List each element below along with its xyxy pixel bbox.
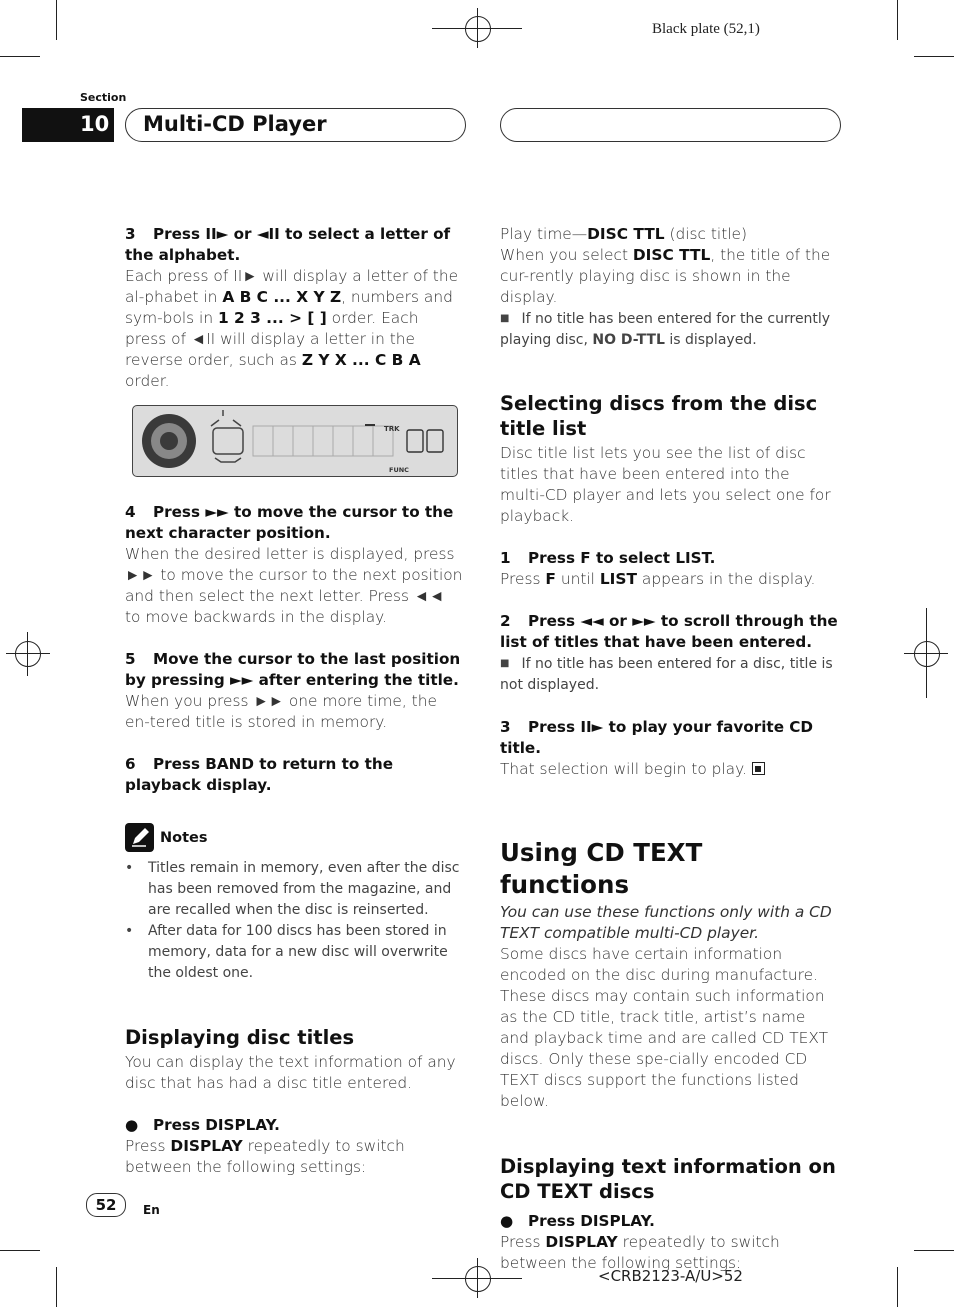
play-pause-icon: II► — [205, 225, 229, 243]
bullet-dot-icon: ● — [500, 1212, 514, 1230]
square-bullet-icon: ■ — [500, 313, 510, 324]
heading-displaying-text-info: Displaying text information on CD TEXT discs — [500, 1155, 836, 1203]
fast-forward-icon: ►► — [230, 671, 254, 689]
lcd-trk-label: TRK — [384, 425, 400, 433]
play-time-line: Play time—DISC TTL (disc title) — [500, 225, 747, 243]
select-step-1-body: Press F until LIST appears in the display. — [500, 570, 816, 588]
plate-label: Black plate (52,1) — [652, 21, 760, 37]
reverse-play-icon: ◄II — [256, 225, 280, 243]
note-item: • Titles remain in memory, even after the disc has been removed from the magazine, and are recalled when the disc is reinserted. — [125, 858, 463, 921]
cd-text-italic-note: You can use these functions only with a CD TEXT compatible multi-CD player. — [500, 903, 832, 942]
play-time-body: When you select DISC TTL, the title of the cur-rently playing disc is shown in the display. — [500, 246, 831, 306]
rewind-icon: ◄◄ — [413, 587, 445, 605]
section-title-box — [125, 108, 466, 142]
select-step-3-body: That selection will begin to play. — [500, 759, 838, 780]
displaying-disc-titles-body: You can display the text information of any disc that has had a disc title entered. — [125, 1053, 456, 1092]
section-label: Section — [80, 91, 127, 104]
step-6-heading: 6 Press BAND to return to the playback display. — [125, 755, 394, 794]
fast-forward-icon: ►► — [205, 503, 229, 521]
play-time-note: ■ If no title has been entered for the currently playing disc, NO D-TTL is displayed. — [500, 311, 831, 348]
crop-mark — [914, 56, 954, 57]
play-pause-icon: II► — [233, 267, 258, 285]
step-3-heading: 3 Press II► or ◄II to select a letter of the alphabet. — [125, 225, 451, 264]
step-4-heading: 4 Press ►► to move the cursor to the next character position. — [125, 503, 454, 542]
notes-header — [125, 823, 463, 852]
notes-title: Notes — [160, 829, 208, 846]
note-pencil-icon — [125, 823, 154, 852]
fast-forward-icon: ►► — [253, 692, 284, 710]
footer-code: <CRB2123-A/U>52 — [598, 1267, 743, 1285]
step-5-body: When you press ►► one more time, the en-tered title is stored in memory. — [125, 692, 437, 731]
step-3-body: Each press of II► will display a letter of the al-phabet in A B C ... X Y Z, numbers and sym-bols in 1 2 3 ... > [ ] order. Each press of ◄II will display a letter in the reverse order, such as Z Y X ... C B A order. — [125, 267, 459, 390]
section-number: 10 — [80, 112, 110, 136]
crop-mark — [914, 1250, 954, 1251]
left-column — [125, 224, 463, 1178]
step-4-body: When the desired letter is displayed, press ►► to move the cursor to the next position and then select the next letter. Press ◄◄ to move backwards in the display. — [125, 545, 463, 626]
crop-mark — [897, 0, 898, 40]
rewind-icon: ◄◄ — [580, 612, 604, 630]
fast-forward-icon: ►► — [125, 566, 156, 584]
crop-mark — [0, 1250, 40, 1251]
dti-press-display-step: ● Press DISPLAY. — [500, 1212, 655, 1230]
select-step-1-heading: 1 Press F to select LIST. — [500, 549, 716, 567]
section-title-box-empty — [500, 108, 841, 142]
step-5-heading: 5 Move the cursor to the last position by pressing ►► after entering the title. — [125, 650, 461, 689]
right-column — [500, 224, 838, 1274]
heading-displaying-disc-titles: Displaying disc titles — [125, 1026, 355, 1049]
bullet-dot-icon: ● — [125, 1116, 139, 1134]
language-label: En — [143, 1203, 160, 1217]
selecting-discs-body: Disc title list lets you see the list of disc titles that have been entered into the multi-CD player and lets you select one for playback. — [500, 444, 831, 525]
crop-mark — [897, 1267, 898, 1307]
square-bullet-icon: ■ — [500, 658, 510, 669]
section-tab — [22, 108, 114, 142]
notes-list — [125, 858, 463, 984]
play-pause-icon: II► — [580, 718, 604, 736]
heading-selecting-discs: Selecting discs from the disc title list — [500, 392, 818, 440]
dti-press-display-body: Press DISPLAY repeatedly to switch between the following settings: — [500, 1233, 780, 1272]
section-title: Multi-CD Player — [143, 112, 327, 136]
fast-forward-icon: ►► — [632, 612, 656, 630]
reverse-play-icon: ◄II — [190, 330, 216, 348]
select-step-3-heading: 3 Press II► to play your favorite CD title. — [500, 718, 814, 757]
crop-mark — [0, 56, 40, 57]
cd-text-body: Some discs have certain information encoded on the disc during manufacture. These discs may contain such information as the CD title, track title, artist’s name and playback time and are called CD TEXT discs. Only these spe-cially encoded CD TEXT discs support the functions listed below. — [500, 945, 829, 1110]
press-display-step: ● Press DISPLAY. — [125, 1116, 280, 1134]
note-item: • After data for 100 discs has been stored in memory, data for a new disc will overwrite the oldest one. — [125, 921, 463, 984]
lcd-func-label: FUNC — [389, 466, 409, 474]
crop-mark — [56, 0, 57, 40]
press-display-body: Press DISPLAY repeatedly to switch between the following settings: — [125, 1137, 405, 1176]
select-step-2-note: ■ If no title has been entered for a disc, title is not displayed. — [500, 656, 833, 693]
lcd-display-illustration — [132, 405, 458, 477]
crop-mark — [56, 1267, 57, 1307]
heading-using-cd-text: Using CD TEXT functions — [500, 838, 703, 899]
page-number: 52 — [86, 1193, 126, 1217]
end-mark-icon — [752, 762, 765, 775]
select-step-2-heading: 2 Press ◄◄ or ►► to scroll through the list of titles that have been entered. — [500, 612, 838, 651]
